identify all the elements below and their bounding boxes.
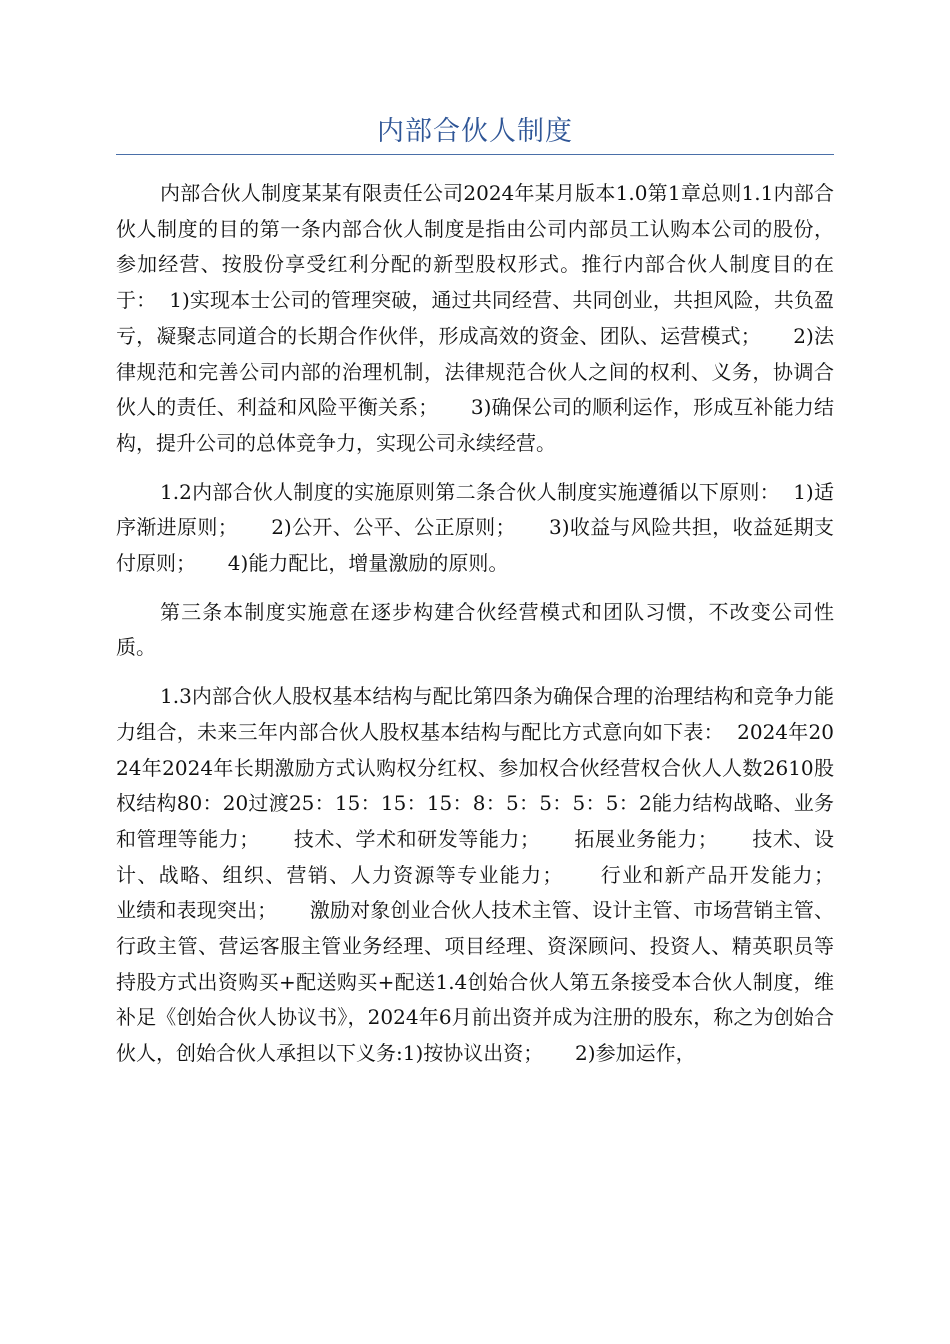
paragraph-implementation-principles: 1.2内部合伙人制度的实施原则第二条合伙人制度实施遵循以下原则： 1)适序渐进原则； 2)公开、公平、公正原则； 3)收益与风险共担，收益延期支付原则； 4)能力配比，增量激励的原则。 — [116, 479, 834, 576]
document-body — [116, 176, 866, 1085]
paragraph-article-three: 第三条本制度实施意在逐步构建合伙经营模式和团队习惯，不改变公司性质。 — [116, 599, 834, 660]
paragraph-equity-structure: 1.3内部合伙人股权基本结构与配比第四条为确保合理的治理结构和竞争力能力组合，未来三年内部合伙人股权基本结构与配比方式意向如下表： 2024年2024年2024年长期激励方式认购权分红权、参加权合伙经营权合伙人人数2610股权结构80：20过渡25：15：15：15：8：5：5：5：5：2能力结构战略、业务和管理等能力； 技术、学术和研发等能力； 拓展业务能力； 技术、设计、战略、组织、营销、人力资源等专业能力； 行业和新产品开发能力； 业绩和表现突出； 激励对象创业合伙人技术主管、设计主管、市场营销主管、行政主管、营运客服主管业务经理、项目经理、资深顾问、投资人、精英职员等持股方式出资购买+配送购买+配送1.4创始合伙人第五条接受本合伙人制度，维补足《创始合伙人协议书》，2024年6月前出资并成为注册的股东，称之为创始合伙人，创始合伙人承担以下义务:1)按协议出资； 2)参加运作， — [116, 684, 866, 1066]
document-title: 内部合伙人制度 — [377, 116, 573, 147]
title-underline — [116, 154, 834, 155]
paragraph-general-provisions: 内部合伙人制度某某有限责任公司2024年某月版本1.0第1章总则1.1内部合伙人制度的目的第一条内部合伙人制度是指由公司内部员工认购本公司的股份，参加经营、按股份享受红利分配的新型股权形式。推行内部合伙人制度目的在于： 1)实现本士公司的管理突破，通过共同经营、共同创业，共担风险，共负盈亏，凝聚志同道合的长期合作伙伴，形成高效的资金、团队、运营模式； 2)法律规范和完善公司内部的治理机制，法律规范合伙人之间的权利、义务，协调合伙人的责任、利益和风险平衡关系； 3)确保公司的顺利运作，形成互补能力结构，提升公司的总体竞争力，实现公司永续经营。 — [116, 181, 834, 455]
